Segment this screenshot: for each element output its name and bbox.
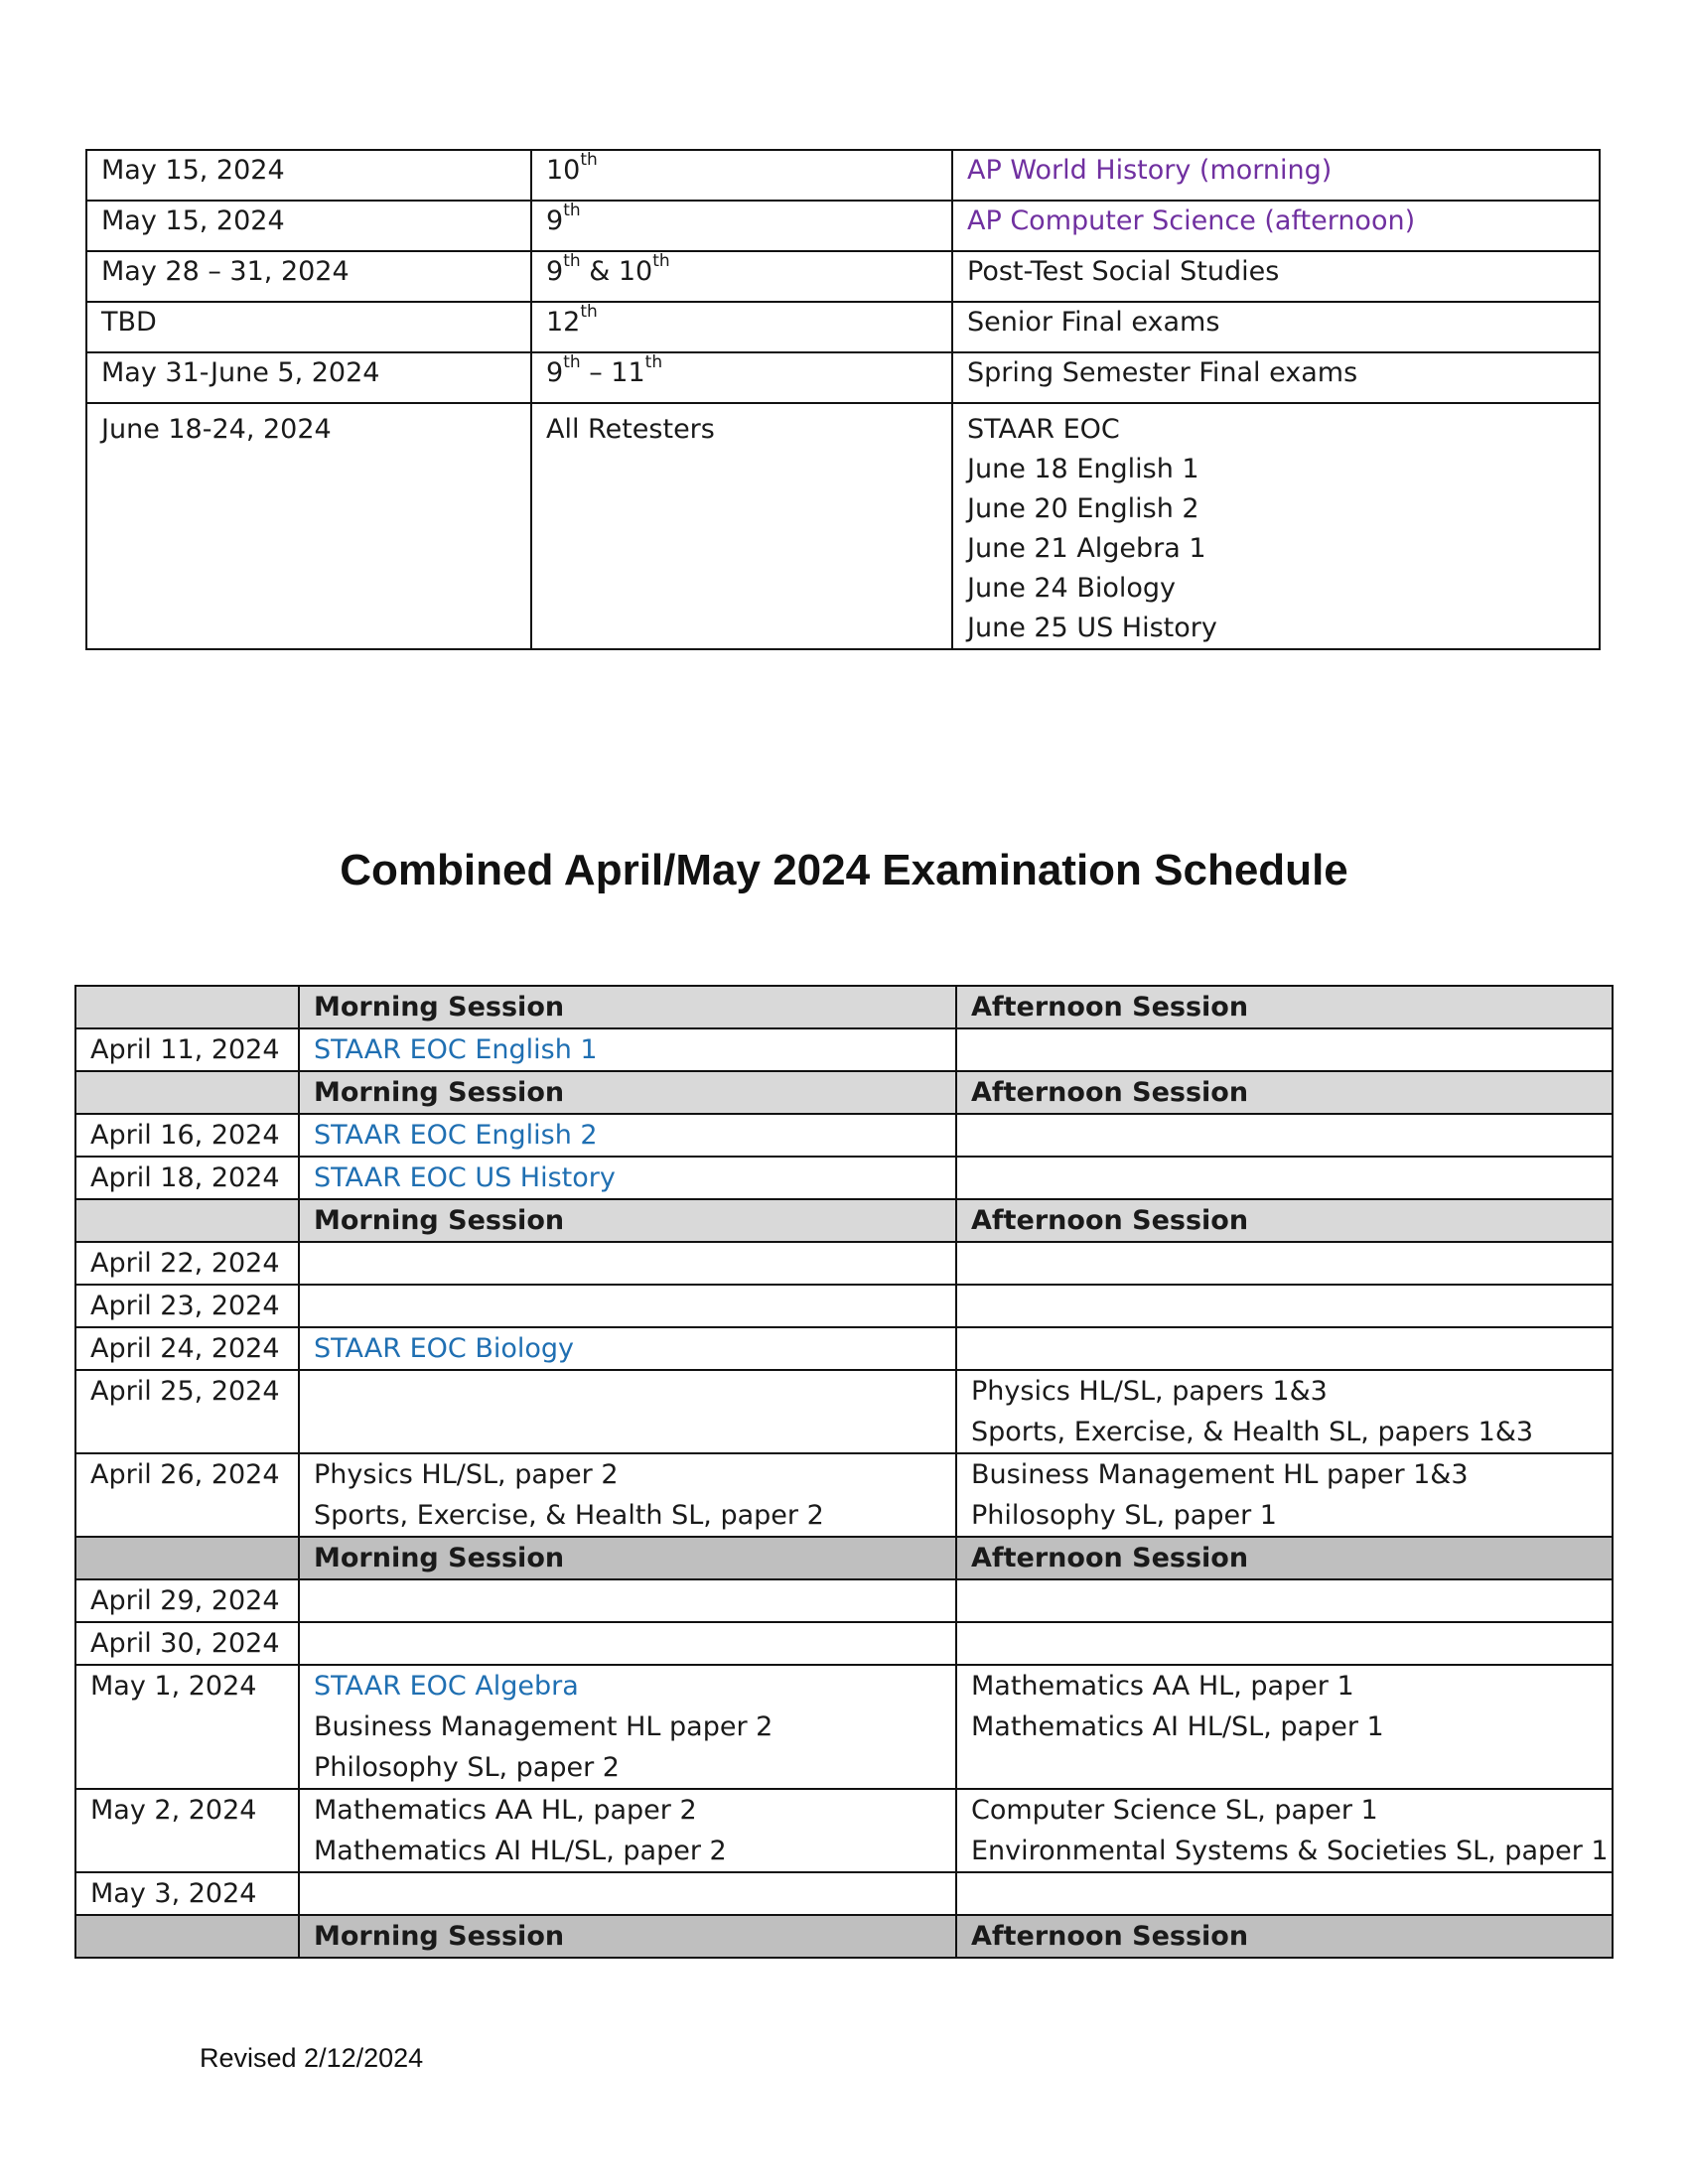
afternoon-cell bbox=[956, 1579, 1613, 1622]
afternoon-session-header: Afternoon Session bbox=[956, 1199, 1613, 1242]
exam-entry: Philosophy SL, paper 1 bbox=[971, 1500, 1277, 1531]
date-cell: June 18-24, 2024 bbox=[86, 403, 531, 649]
morning-cell bbox=[299, 1665, 956, 1789]
event-cell: Spring Semester Final exams bbox=[952, 352, 1600, 403]
event-line: June 21 Algebra 1 bbox=[967, 533, 1206, 564]
morning-cell bbox=[299, 1327, 956, 1370]
combined-schedule-table bbox=[74, 985, 1614, 1959]
grade-cell: All Retesters bbox=[531, 403, 952, 649]
event-cell: AP Computer Science (afternoon) bbox=[952, 201, 1600, 251]
afternoon-cell bbox=[956, 1872, 1613, 1915]
exam-entry: Philosophy SL, paper 2 bbox=[314, 1752, 620, 1783]
table-row bbox=[86, 150, 1600, 201]
grade-suffix: th bbox=[563, 201, 581, 220]
grade-cell bbox=[531, 302, 952, 352]
table-row bbox=[75, 1285, 1613, 1327]
table-row bbox=[86, 302, 1600, 352]
exam-entry: STAAR EOC English 1 bbox=[314, 1034, 598, 1065]
table-row bbox=[75, 1665, 1613, 1789]
grade-suffix: th bbox=[563, 352, 581, 372]
grade-suffix: th bbox=[580, 302, 598, 322]
morning-cell bbox=[299, 1453, 956, 1537]
table-row bbox=[75, 1157, 1613, 1199]
exam-entry: Mathematics AA HL, paper 1 bbox=[971, 1671, 1354, 1702]
header-blank-cell bbox=[75, 1071, 299, 1114]
top-schedule-body bbox=[86, 150, 1600, 649]
exam-entry: Business Management HL paper 2 bbox=[314, 1711, 774, 1742]
date-cell: April 29, 2024 bbox=[75, 1579, 299, 1622]
session-header-row bbox=[75, 1537, 1613, 1579]
table-row bbox=[86, 403, 1600, 649]
morning-session-header: Morning Session bbox=[299, 986, 956, 1028]
event-line: June 24 Biology bbox=[967, 573, 1177, 604]
top-schedule-table bbox=[85, 149, 1601, 650]
date-cell: May 31-June 5, 2024 bbox=[86, 352, 531, 403]
exam-entry: Sports, Exercise, & Health SL, paper 2 bbox=[314, 1500, 824, 1531]
exam-entry: Physics HL/SL, papers 1&3 bbox=[971, 1376, 1328, 1407]
morning-session-header: Morning Session bbox=[299, 1915, 956, 1958]
morning-cell bbox=[299, 1242, 956, 1285]
exam-entry: Mathematics AI HL/SL, paper 1 bbox=[971, 1711, 1384, 1742]
exam-entry: Mathematics AA HL, paper 2 bbox=[314, 1795, 697, 1826]
table-row bbox=[75, 1114, 1613, 1157]
exam-entry: STAAR EOC English 2 bbox=[314, 1120, 598, 1151]
grade-cell bbox=[531, 352, 952, 403]
morning-cell bbox=[299, 1622, 956, 1665]
afternoon-session-header: Afternoon Session bbox=[956, 1915, 1613, 1958]
date-cell: May 3, 2024 bbox=[75, 1872, 299, 1915]
grade-text: 9 bbox=[546, 357, 564, 388]
afternoon-cell bbox=[956, 1157, 1613, 1199]
afternoon-cell bbox=[956, 1028, 1613, 1071]
afternoon-cell bbox=[956, 1242, 1613, 1285]
table-row bbox=[75, 1028, 1613, 1071]
morning-cell bbox=[299, 1157, 956, 1199]
afternoon-session-header: Afternoon Session bbox=[956, 1071, 1613, 1114]
table-row bbox=[86, 251, 1600, 302]
date-cell: May 15, 2024 bbox=[86, 201, 531, 251]
date-cell: April 24, 2024 bbox=[75, 1327, 299, 1370]
date-cell: TBD bbox=[86, 302, 531, 352]
morning-session-header: Morning Session bbox=[299, 1537, 956, 1579]
grade-suffix: th bbox=[644, 352, 663, 372]
afternoon-cell bbox=[956, 1665, 1613, 1789]
revised-date: Revised 2/12/2024 bbox=[200, 2043, 424, 2073]
morning-session-header: Morning Session bbox=[299, 1071, 956, 1114]
grade-cell bbox=[531, 201, 952, 251]
afternoon-cell bbox=[956, 1327, 1613, 1370]
event-cell: AP World History (morning) bbox=[952, 150, 1600, 201]
exam-entry: Environmental Systems & Societies SL, paper 1 bbox=[971, 1836, 1609, 1866]
date-cell: April 16, 2024 bbox=[75, 1114, 299, 1157]
morning-cell bbox=[299, 1285, 956, 1327]
morning-cell bbox=[299, 1370, 956, 1453]
grade-cell bbox=[531, 150, 952, 201]
table-row bbox=[75, 1872, 1613, 1915]
exam-entry: Business Management HL paper 1&3 bbox=[971, 1459, 1469, 1490]
grade-suffix: th bbox=[580, 150, 598, 170]
morning-cell bbox=[299, 1579, 956, 1622]
exam-entry: Physics HL/SL, paper 2 bbox=[314, 1459, 619, 1490]
table-row bbox=[75, 1327, 1613, 1370]
date-cell: April 23, 2024 bbox=[75, 1285, 299, 1327]
session-header-row bbox=[75, 1071, 1613, 1114]
date-cell: May 1, 2024 bbox=[75, 1665, 299, 1789]
header-blank-cell bbox=[75, 1199, 299, 1242]
event-line: STAAR EOC bbox=[967, 414, 1120, 445]
exam-entry: STAAR EOC Algebra bbox=[314, 1671, 579, 1702]
grade-cell bbox=[531, 251, 952, 302]
exam-entry: Computer Science SL, paper 1 bbox=[971, 1795, 1378, 1826]
event-cell bbox=[952, 403, 1600, 649]
morning-cell bbox=[299, 1028, 956, 1071]
date-cell: April 18, 2024 bbox=[75, 1157, 299, 1199]
exam-entry: STAAR EOC US History bbox=[314, 1162, 616, 1193]
table-row bbox=[75, 1579, 1613, 1622]
grade-text: 12 bbox=[546, 307, 581, 338]
header-blank-cell bbox=[75, 1915, 299, 1958]
grade-text: – 11 bbox=[580, 357, 645, 388]
afternoon-cell bbox=[956, 1453, 1613, 1537]
grade-text: 9 bbox=[546, 256, 564, 287]
table-row bbox=[75, 1370, 1613, 1453]
afternoon-cell bbox=[956, 1789, 1613, 1872]
table-row bbox=[75, 1789, 1613, 1872]
exam-entry: Mathematics AI HL/SL, paper 2 bbox=[314, 1836, 727, 1866]
exam-entry: STAAR EOC Biology bbox=[314, 1333, 574, 1364]
morning-cell bbox=[299, 1789, 956, 1872]
date-cell: May 28 – 31, 2024 bbox=[86, 251, 531, 302]
table-row bbox=[75, 1242, 1613, 1285]
date-cell: May 15, 2024 bbox=[86, 150, 531, 201]
page-title: Combined April/May 2024 Examination Schedule bbox=[340, 846, 1348, 894]
session-header-row bbox=[75, 1915, 1613, 1958]
table-row bbox=[86, 201, 1600, 251]
date-cell: April 25, 2024 bbox=[75, 1370, 299, 1453]
date-cell: April 30, 2024 bbox=[75, 1622, 299, 1665]
afternoon-session-header: Afternoon Session bbox=[956, 986, 1613, 1028]
exam-entry: Sports, Exercise, & Health SL, papers 1&3 bbox=[971, 1417, 1534, 1447]
event-cell: Post-Test Social Studies bbox=[952, 251, 1600, 302]
grade-text: 10 bbox=[546, 155, 581, 186]
table-row bbox=[75, 1453, 1613, 1537]
header-blank-cell bbox=[75, 1537, 299, 1579]
event-line: June 18 English 1 bbox=[967, 454, 1199, 484]
header-blank-cell bbox=[75, 986, 299, 1028]
grade-text: 9 bbox=[546, 205, 564, 236]
afternoon-cell bbox=[956, 1370, 1613, 1453]
table-row bbox=[75, 1622, 1613, 1665]
table-row bbox=[86, 352, 1600, 403]
session-header-row bbox=[75, 1199, 1613, 1242]
date-cell: April 22, 2024 bbox=[75, 1242, 299, 1285]
afternoon-session-header: Afternoon Session bbox=[956, 1537, 1613, 1579]
event-line: June 20 English 2 bbox=[967, 493, 1199, 524]
date-cell: April 11, 2024 bbox=[75, 1028, 299, 1071]
combined-schedule-body bbox=[75, 986, 1613, 1958]
event-line: June 25 US History bbox=[967, 613, 1217, 643]
afternoon-cell bbox=[956, 1285, 1613, 1327]
grade-suffix: th bbox=[652, 251, 670, 271]
event-cell: Senior Final exams bbox=[952, 302, 1600, 352]
grade-suffix: th bbox=[563, 251, 581, 271]
date-cell: April 26, 2024 bbox=[75, 1453, 299, 1537]
date-cell: May 2, 2024 bbox=[75, 1789, 299, 1872]
afternoon-cell bbox=[956, 1114, 1613, 1157]
session-header-row bbox=[75, 986, 1613, 1028]
morning-cell bbox=[299, 1872, 956, 1915]
afternoon-cell bbox=[956, 1622, 1613, 1665]
grade-text: & 10 bbox=[580, 256, 653, 287]
morning-session-header: Morning Session bbox=[299, 1199, 956, 1242]
morning-cell bbox=[299, 1114, 956, 1157]
